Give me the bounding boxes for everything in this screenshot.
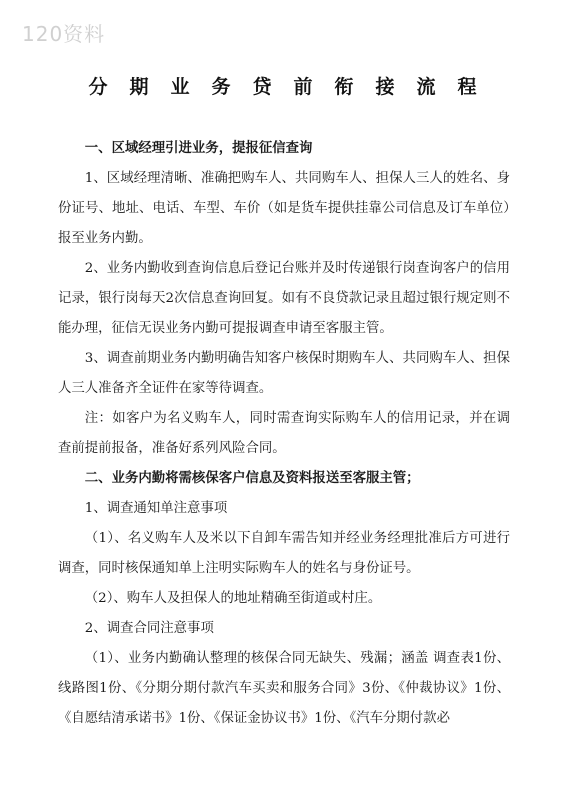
section-heading: 二、业务内勤将需核保客户信息及资料报送至客服主管； [84,471,420,486]
body-paragraph: （1）、业务内勤确认整理的核保合同无缺失、残漏；涵盖 调查表1份、线路图1份、《分期分期付款汽车买卖和服务合同》3份、《仲裁协议》1份、《自愿结清承诺书》1份、《保证金协议书》1份、《汽车分期付款必 [58,651,510,726]
body-paragraph: 2、业务内勤收到查询信息后登记台账并及时传递银行岗查询客户的信用记录，银行岗每天2次信息查询回复。如有不良贷款记录且超过银行规定则不能办理，征信无误业务内勤可提报调查申请至客服主管。 [58,261,510,336]
note-paragraph: 注：如客户为名义购车人，同时需查询实际购车人的信用记录，并在调查前提前报备，准备好系列风险合同。 [58,411,510,456]
sub-heading: 2、调查合同注意事项 [84,621,214,636]
sub-heading: 1、调查通知单注意事项 [84,501,228,516]
body-paragraph: 3、调查前期业务内勤明确告知客户核保时期购车人、共同购车人、担保人三人准备齐全证件在家等待调查。 [58,351,510,396]
section-heading: 一、区域经理引进业务，提报征信查询 [84,141,313,156]
body-paragraph: （2）、购车人及担保人的地址精确至街道或村庄。 [84,591,382,606]
watermark: 120资料 [22,22,106,46]
document-body [58,134,510,734]
body-paragraph: 1、区域经理清晰、准确把购车人、共同购车人、担保人三人的姓名、身份证号、地址、电话、车型、车价（如是货车提供挂靠公司信息及订车单位）报至业务内勤。 [58,171,510,246]
body-paragraph: （1）、名义购车人及米以下自卸车需告知并经业务经理批准后方可进行调查，同时核保通知单上注明实际购车人的姓名与身份证号。 [58,531,510,576]
document-title: 分期业务贷前衔接流程 [88,76,499,98]
